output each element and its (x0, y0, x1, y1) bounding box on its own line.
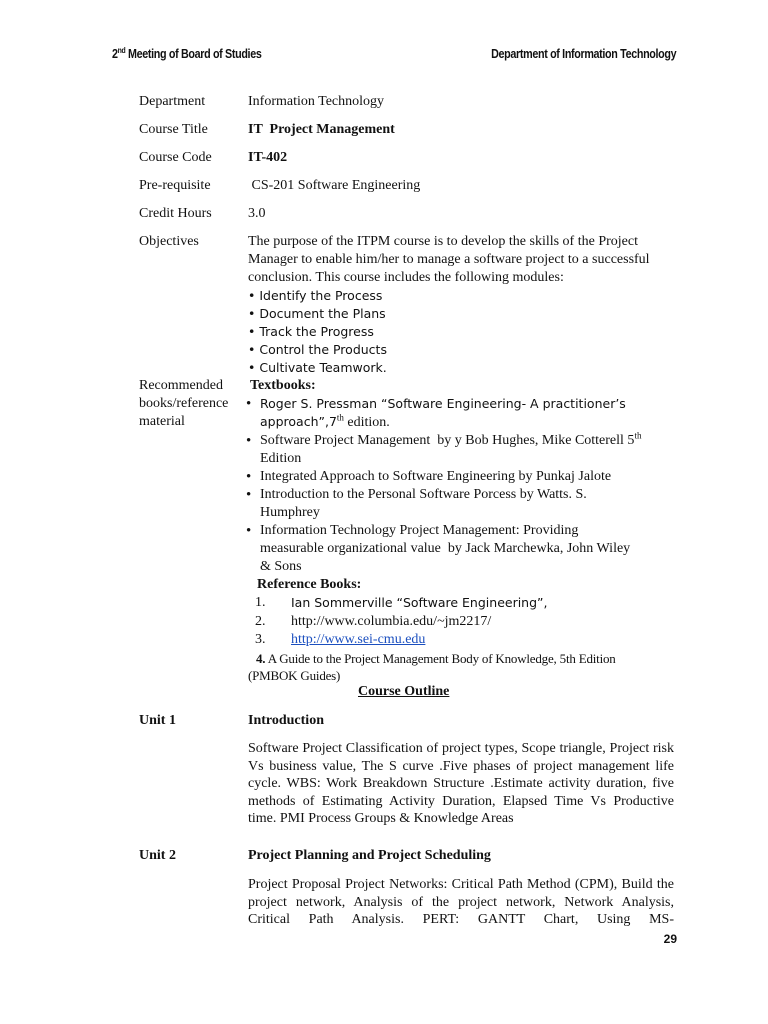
textbook-line: • Information Technology Project Management: Providing (260, 523, 579, 538)
textbook-item (246, 486, 673, 522)
textbook-item (246, 468, 673, 486)
reference-item (246, 594, 673, 613)
textbook-item (246, 395, 673, 432)
textbook-item (246, 432, 673, 468)
textbook-line: & Sons (260, 559, 302, 574)
textbook-line: edition. (343, 415, 390, 430)
books-label-line: books/reference (139, 396, 229, 411)
reference-text: http://www.columbia.edu/~jm2217/ (291, 614, 492, 629)
textbook-line: • Introduction to the Personal Software Porcess by Watts. S. (260, 487, 587, 502)
reference-number: 1. (255, 595, 266, 610)
page-number: 29 (663, 932, 677, 946)
reference-heading: Reference Books: (257, 577, 362, 592)
unit2-label: Unit 2 (139, 848, 176, 863)
objective-item: • Document the Plans (248, 306, 386, 321)
textbook-line: approach”,7 (260, 414, 337, 429)
objectives-content (248, 233, 675, 377)
superscript: th (336, 412, 344, 423)
objective-item: • Cultivate Teamwork. (248, 360, 387, 375)
reference-number: 3. (255, 632, 266, 647)
objective-item: • Control the Products (248, 342, 387, 357)
course-title-label: Course Title (139, 122, 208, 137)
objective-item: • Track the Progress (248, 324, 374, 339)
header-left-text: Meeting of Board of Studies (128, 47, 262, 61)
textbooks-heading: Textbooks: (250, 378, 316, 393)
superscript: th (634, 430, 642, 441)
books-label (139, 377, 247, 431)
unit2-description: Project Proposal Project Networks: Critical Path Method (CPM), Build the project network, Analysis of the project network, Network Analysis, Critical Path Analysis. PERT: GANTT Chart, Using MS- (248, 877, 674, 928)
credit-hours-value: 3.0 (248, 206, 266, 221)
textbook-line: Software Project Management by y Bob Hughes, Mike Cotterell 5 (260, 433, 635, 448)
reference-item (246, 613, 673, 631)
reference-text: (PMBOK Guides) (248, 668, 341, 683)
textbook-line: • Roger S. Pressman “Software Engineering- A practitioner’s (260, 396, 626, 411)
objective-item: • Identify the Process (248, 288, 383, 303)
reference-number: 4. (256, 651, 266, 666)
header-meeting (112, 47, 261, 61)
objectives-text: The purpose of the ITPM course is to develop the skills of the Project Manager to enable him/her to manage a software project to a successful conclusion. This course includes the following modules: (248, 234, 650, 285)
reference-text: A Guide to the Project Management Body of Knowledge, 5th Edition (265, 651, 616, 666)
department-value: Information Technology (248, 94, 385, 109)
textbook-line: Edition (260, 451, 302, 466)
header-number: 2 (112, 47, 118, 61)
header-department: Department of Information Technology (490, 47, 676, 61)
reference-text: Ian Sommerville “Software Engineering”, (291, 595, 548, 610)
books-label-line: material (139, 414, 185, 429)
reference-item (246, 631, 673, 649)
reference-link[interactable]: http://www.sei-cmu.edu (291, 632, 426, 647)
textbook-line: Humphrey (260, 505, 320, 520)
textbook-line: measurable organizational value by Jack Marchewka, John Wiley (260, 541, 631, 556)
objectives-label: Objectives (139, 234, 199, 249)
credit-hours-label: Credit Hours (139, 206, 212, 221)
unit1-title: Introduction (248, 713, 324, 728)
course-title-value: IT Project Management (248, 122, 395, 137)
unit1-label: Unit 1 (139, 713, 176, 728)
course-code-label: Course Code (139, 150, 212, 165)
prerequisite-label: Pre-requisite (139, 178, 211, 193)
unit2-title: Project Planning and Project Scheduling (248, 848, 491, 863)
course-outline-title: Course Outline (358, 684, 450, 699)
reference-item-4 (246, 650, 673, 684)
department-label: Department (139, 94, 206, 109)
books-content (246, 377, 673, 684)
textbook-line: • Integrated Approach to Software Engineering by Punkaj Jalote (260, 469, 612, 484)
unit1-description: Software Project Classification of project types, Scope triangle, Project risk Vs business value, The S curve .Five phases of project management life cycle. WBS: Work Breakdown Structure .Estimate activity duration, five methods of Estimating Activity Duration, Elapsed Time Vs Productive time. PMI Process Groups & Knowledge Areas (248, 741, 674, 827)
textbook-item (246, 522, 673, 576)
header-suffix: nd (117, 45, 126, 55)
prerequisite-value: CS-201 Software Engineering (248, 178, 421, 193)
books-label-line: Recommended (139, 378, 223, 393)
course-code-value: IT-402 (248, 150, 288, 165)
objectives-list (248, 287, 675, 377)
reference-number: 2. (255, 614, 266, 629)
